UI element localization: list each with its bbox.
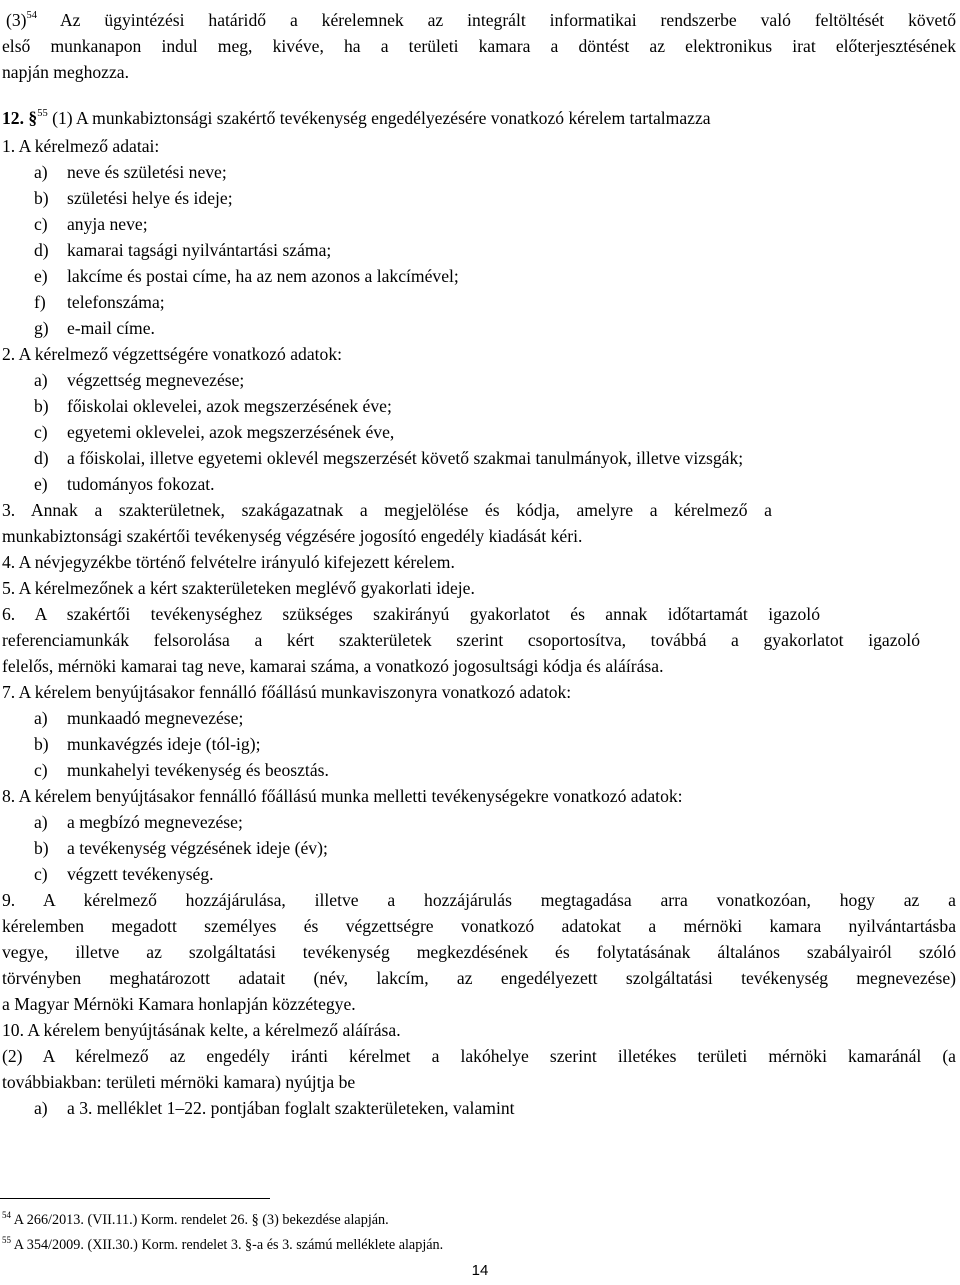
list-item-text: lakcíme és postai címe, ha az nem azonos a lakcímével; (67, 266, 459, 286)
item-1-heading: 1. A kérelmező adatai: (2, 136, 160, 156)
list-item-letter: b) (34, 188, 49, 208)
list-item-text: születési helye és ideje; (67, 188, 233, 208)
item-6-line-2: referenciamunkák felsorolása a kért szakterületek szerint csoportosítva, továbbá a gyakorlatot igazoló (2, 630, 920, 650)
list-item-text: tudományos fokozat. (67, 474, 215, 494)
list-item-letter: f) (34, 292, 46, 312)
item-3-line-2: munkabiztonsági szakértői tevékenység végzésére jogosító engedély kiadását kéri. (2, 526, 583, 546)
paragraph-2-line-1: (2) A kérelmező az engedély iránti kérelmet a lakóhelye szerint illetékes területi mérnöki kamaránál (a (2, 1046, 956, 1066)
section-text: (1) A munkabiztonsági szakértő tevékenység engedélyezésére vonatkozó kérelem tartalmazza (52, 108, 711, 128)
item-10: 10. A kérelem benyújtásának kelte, a kérelmező aláírása. (2, 1020, 401, 1040)
page-number: 14 (471, 1262, 489, 1279)
list-item-letter: g) (34, 318, 49, 338)
item-4: 4. A névjegyzékbe történő felvételre irányuló kifejezett kérelem. (2, 552, 455, 572)
list-item-letter: a) (34, 1098, 48, 1118)
list-item-letter: a) (34, 708, 48, 728)
item-7-heading: 7. A kérelem benyújtásakor fennálló főállású munkaviszonyra vonatkozó adatok: (2, 682, 572, 702)
list-item-letter: a) (34, 812, 48, 832)
footnote-54 (2, 1210, 389, 1231)
item-8-heading: 8. A kérelem benyújtásakor fennálló főállású munka melletti tevékenységekre vonatkozó adatok: (2, 786, 683, 806)
list-item-letter: c) (34, 422, 48, 442)
footnote-ref-55: 55 (37, 108, 48, 119)
paragraph-3-line-2: első munkanapon indul meg, kivéve, ha a területi kamara a döntést az elektronikus irat előterjesztésének (2, 36, 956, 56)
list-item-text: kamarai tagsági nyilvántartási száma; (67, 240, 332, 260)
footnote-number: 55 (2, 1235, 11, 1245)
item-9-line-2: kérelemben megadott személyes és végzettségre vonatkozó adatokat a mérnöki kamara nyilvántartásba (2, 916, 956, 936)
list-item-text: neve és születési neve; (67, 162, 227, 182)
list-item-text: telefonszáma; (67, 292, 165, 312)
footnote-ref-54: 54 (26, 10, 38, 21)
list-item-letter: b) (34, 396, 49, 416)
paragraph-3-line-3: napján meghozza. (2, 62, 130, 82)
item-9-line-3: vegye, illetve az szolgáltatási tevékenység megkezdésének és folytatásának általános szabályairól szóló (2, 942, 956, 962)
item-9-line-5: a Magyar Mérnöki Kamara honlapján közzétegye. (2, 994, 356, 1014)
footnote-55 (2, 1235, 443, 1256)
list-item-letter: d) (34, 448, 49, 468)
item-3-line-1: 3. Annak a szakterületnek, szakágazatnak a megjelölése és kódja, amelyre a kérelmező a (2, 500, 772, 520)
list-item-letter: c) (34, 760, 48, 780)
list-item-text: a megbízó megnevezése; (67, 812, 243, 832)
list-item-text: főiskolai oklevelei, azok megszerzésének éve; (67, 396, 392, 416)
list-item-letter: c) (34, 864, 48, 884)
list-item-text: anyja neve; (67, 214, 148, 234)
list-item-letter: e) (34, 474, 48, 494)
item-9-line-4: törvényben meghatározott adatait (név, lakcím, az engedélyezett szolgáltatási tevékenység megnevezése) (2, 968, 956, 988)
paragraph-number: (3) (6, 10, 27, 30)
list-item-letter: c) (34, 214, 48, 234)
list-item-text: a tevékenység végzésének ideje (év); (67, 838, 328, 858)
section-number: 12. (2, 108, 24, 128)
footnote-separator (0, 1198, 270, 1199)
footnote-text: A 354/2009. (XII.30.) Korm. rendelet 3. §-a és 3. számú melléklete alapján. (13, 1237, 444, 1253)
item-6-line-1: 6. A szakértői tevékenységhez szükséges szakirányú gyakorlatot és annak időtartamát igazoló (2, 604, 820, 624)
item-6-line-3: felelős, mérnöki kamarai tag neve, kamarai száma, a vonatkozó jogosultsági kódja és aláírása. (2, 656, 664, 676)
item-5: 5. A kérelmezőnek a kért szakterületeken meglévő gyakorlati ideje. (2, 578, 475, 598)
list-item-letter: e) (34, 266, 48, 286)
list-item-text: munkaadó megnevezése; (67, 708, 244, 728)
list-item-text: a 3. melléklet 1–22. pontjában foglalt szakterületeken, valamint (67, 1098, 515, 1118)
list-item-letter: d) (34, 240, 49, 260)
item-9-line-1: 9. A kérelmező hozzájárulása, illetve a hozzájárulás megtagadása arra vonatkozóan, hogy az a (2, 890, 956, 910)
list-item-text: munkavégzés ideje (tól-ig); (67, 734, 261, 754)
paragraph-2-line-2: továbbiakban: területi mérnöki kamara) nyújtja be (2, 1072, 356, 1092)
section-sign: § (28, 108, 38, 128)
footnote-number: 54 (2, 1210, 11, 1220)
list-item-text: e-mail címe. (67, 318, 155, 338)
item-2-heading: 2. A kérelmező végzettségére vonatkozó adatok: (2, 344, 343, 364)
list-item-text: végzett tevékenység. (67, 864, 214, 884)
list-item-text: a főiskolai, illetve egyetemi oklevél megszerzését követő szakmai tanulmányok, illetve vizsgák; (67, 448, 744, 468)
paragraph-text: Az ügyintézési határidő a kérelemnek az integrált informatikai rendszerbe való feltöltését követő (59, 10, 956, 30)
list-item-text: munkahelyi tevékenység és beosztás. (67, 760, 329, 780)
list-item-letter: b) (34, 838, 49, 858)
list-item-text: végzettség megnevezése; (67, 370, 245, 390)
list-item-letter: b) (34, 734, 49, 754)
list-item-text: egyetemi oklevelei, azok megszerzésének éve, (67, 422, 395, 442)
list-item-letter: a) (34, 162, 48, 182)
list-item-letter: a) (34, 370, 48, 390)
footnote-text: A 266/2013. (VII.11.) Korm. rendelet 26. § (3) bekezdése alapján. (13, 1212, 389, 1228)
section-12-heading (2, 105, 711, 135)
